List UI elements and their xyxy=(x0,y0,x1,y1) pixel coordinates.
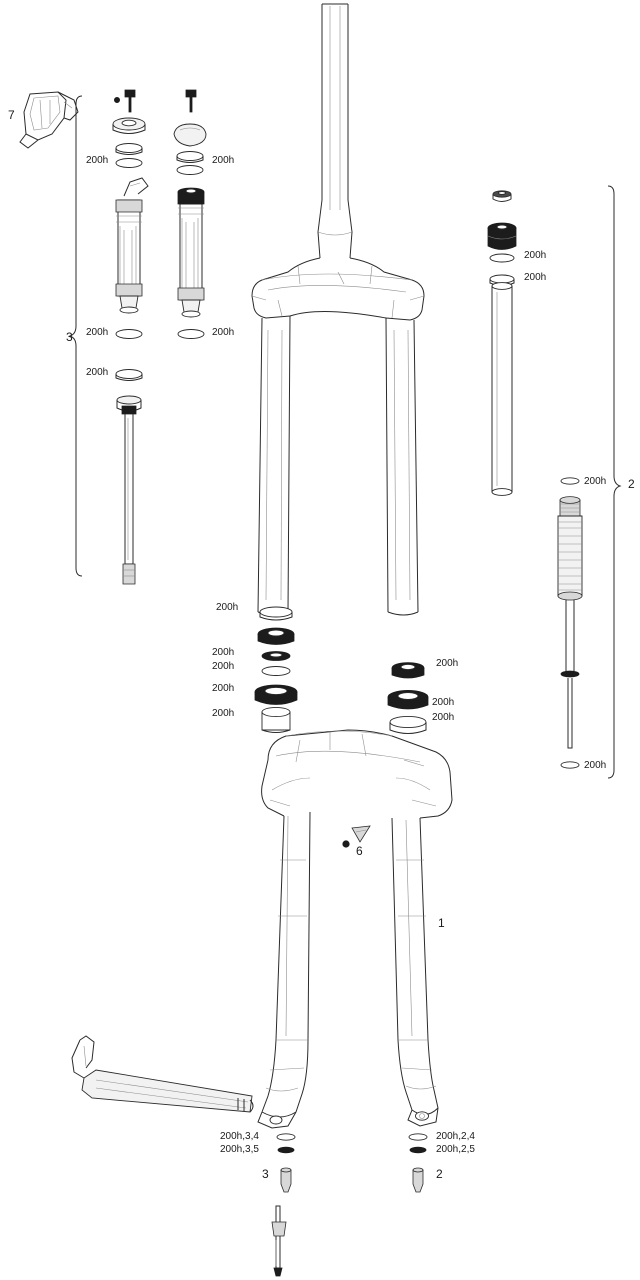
group-label-3-lower: 3 xyxy=(262,1167,269,1181)
top-cap-right xyxy=(174,124,206,163)
group-label-7: 7 xyxy=(8,108,15,122)
group-label-2-lower: 2 xyxy=(436,1167,443,1181)
callout-200h-5: 200h xyxy=(86,367,109,378)
callout-200h-14: 200h xyxy=(212,708,235,719)
callout-200h-6: 200h xyxy=(524,250,547,261)
lower-hardware-left xyxy=(277,1134,295,1192)
group-label-3: 3 xyxy=(66,330,73,344)
callout-200h-10: 200h xyxy=(216,602,239,613)
orings-top-left xyxy=(116,159,203,175)
callout-200h-13: 200h xyxy=(212,683,235,694)
callout-200h-12: 200h xyxy=(212,661,235,672)
callout-200h-2-5: 200h,2,5 xyxy=(436,1144,475,1155)
air-piston-assembly xyxy=(558,478,582,768)
callout-200h-7: 200h xyxy=(524,272,547,283)
group-2-brace xyxy=(608,186,620,778)
damper-cartridge-right xyxy=(178,188,204,317)
callout-200h-3-4: 200h,3,4 xyxy=(220,1131,259,1142)
callout-200h-8: 200h xyxy=(584,476,607,487)
group-label-6: 6 xyxy=(356,844,363,858)
damper-cartridge-left xyxy=(116,178,148,313)
damper-rod-left xyxy=(117,396,141,584)
lower-hardware-right xyxy=(409,1134,427,1192)
seal-stack-right xyxy=(388,663,428,734)
air-shaft-tube xyxy=(492,283,512,496)
steerer-tube xyxy=(318,4,352,258)
group-label-1: 1 xyxy=(438,916,445,930)
lower-leg-casting xyxy=(258,730,452,1128)
upper-stanchion-tubes xyxy=(258,316,418,615)
callout-200h-16: 200h xyxy=(432,697,455,708)
air-top-cap xyxy=(493,191,511,202)
callout-200h-9: 200h xyxy=(584,760,607,771)
callout-200h-2: 200h xyxy=(212,155,235,166)
callout-200h-1: 200h xyxy=(86,155,109,166)
thru-axle-assembly xyxy=(72,1036,253,1112)
callout-200h-3: 200h xyxy=(86,327,109,338)
top-fasteners-left xyxy=(114,90,196,112)
callout-200h-15: 200h xyxy=(436,658,459,669)
callout-200h-17: 200h xyxy=(432,712,455,723)
remote-lever-part-7 xyxy=(20,92,78,148)
callout-200h-4: 200h xyxy=(212,327,235,338)
fork-crown xyxy=(252,258,424,320)
callout-200h-11: 200h xyxy=(212,647,235,658)
callout-200h-3-5: 200h,3,5 xyxy=(220,1144,259,1155)
group-label-2: 2 xyxy=(628,477,635,491)
top-cap-left xyxy=(113,118,145,155)
orings-mid-left xyxy=(116,330,204,381)
seal-stack-left xyxy=(255,607,297,733)
bottom-shaft xyxy=(272,1206,286,1276)
air-cap-assembly xyxy=(488,223,516,286)
callout-200h-2-4: 200h,2,4 xyxy=(436,1131,475,1142)
